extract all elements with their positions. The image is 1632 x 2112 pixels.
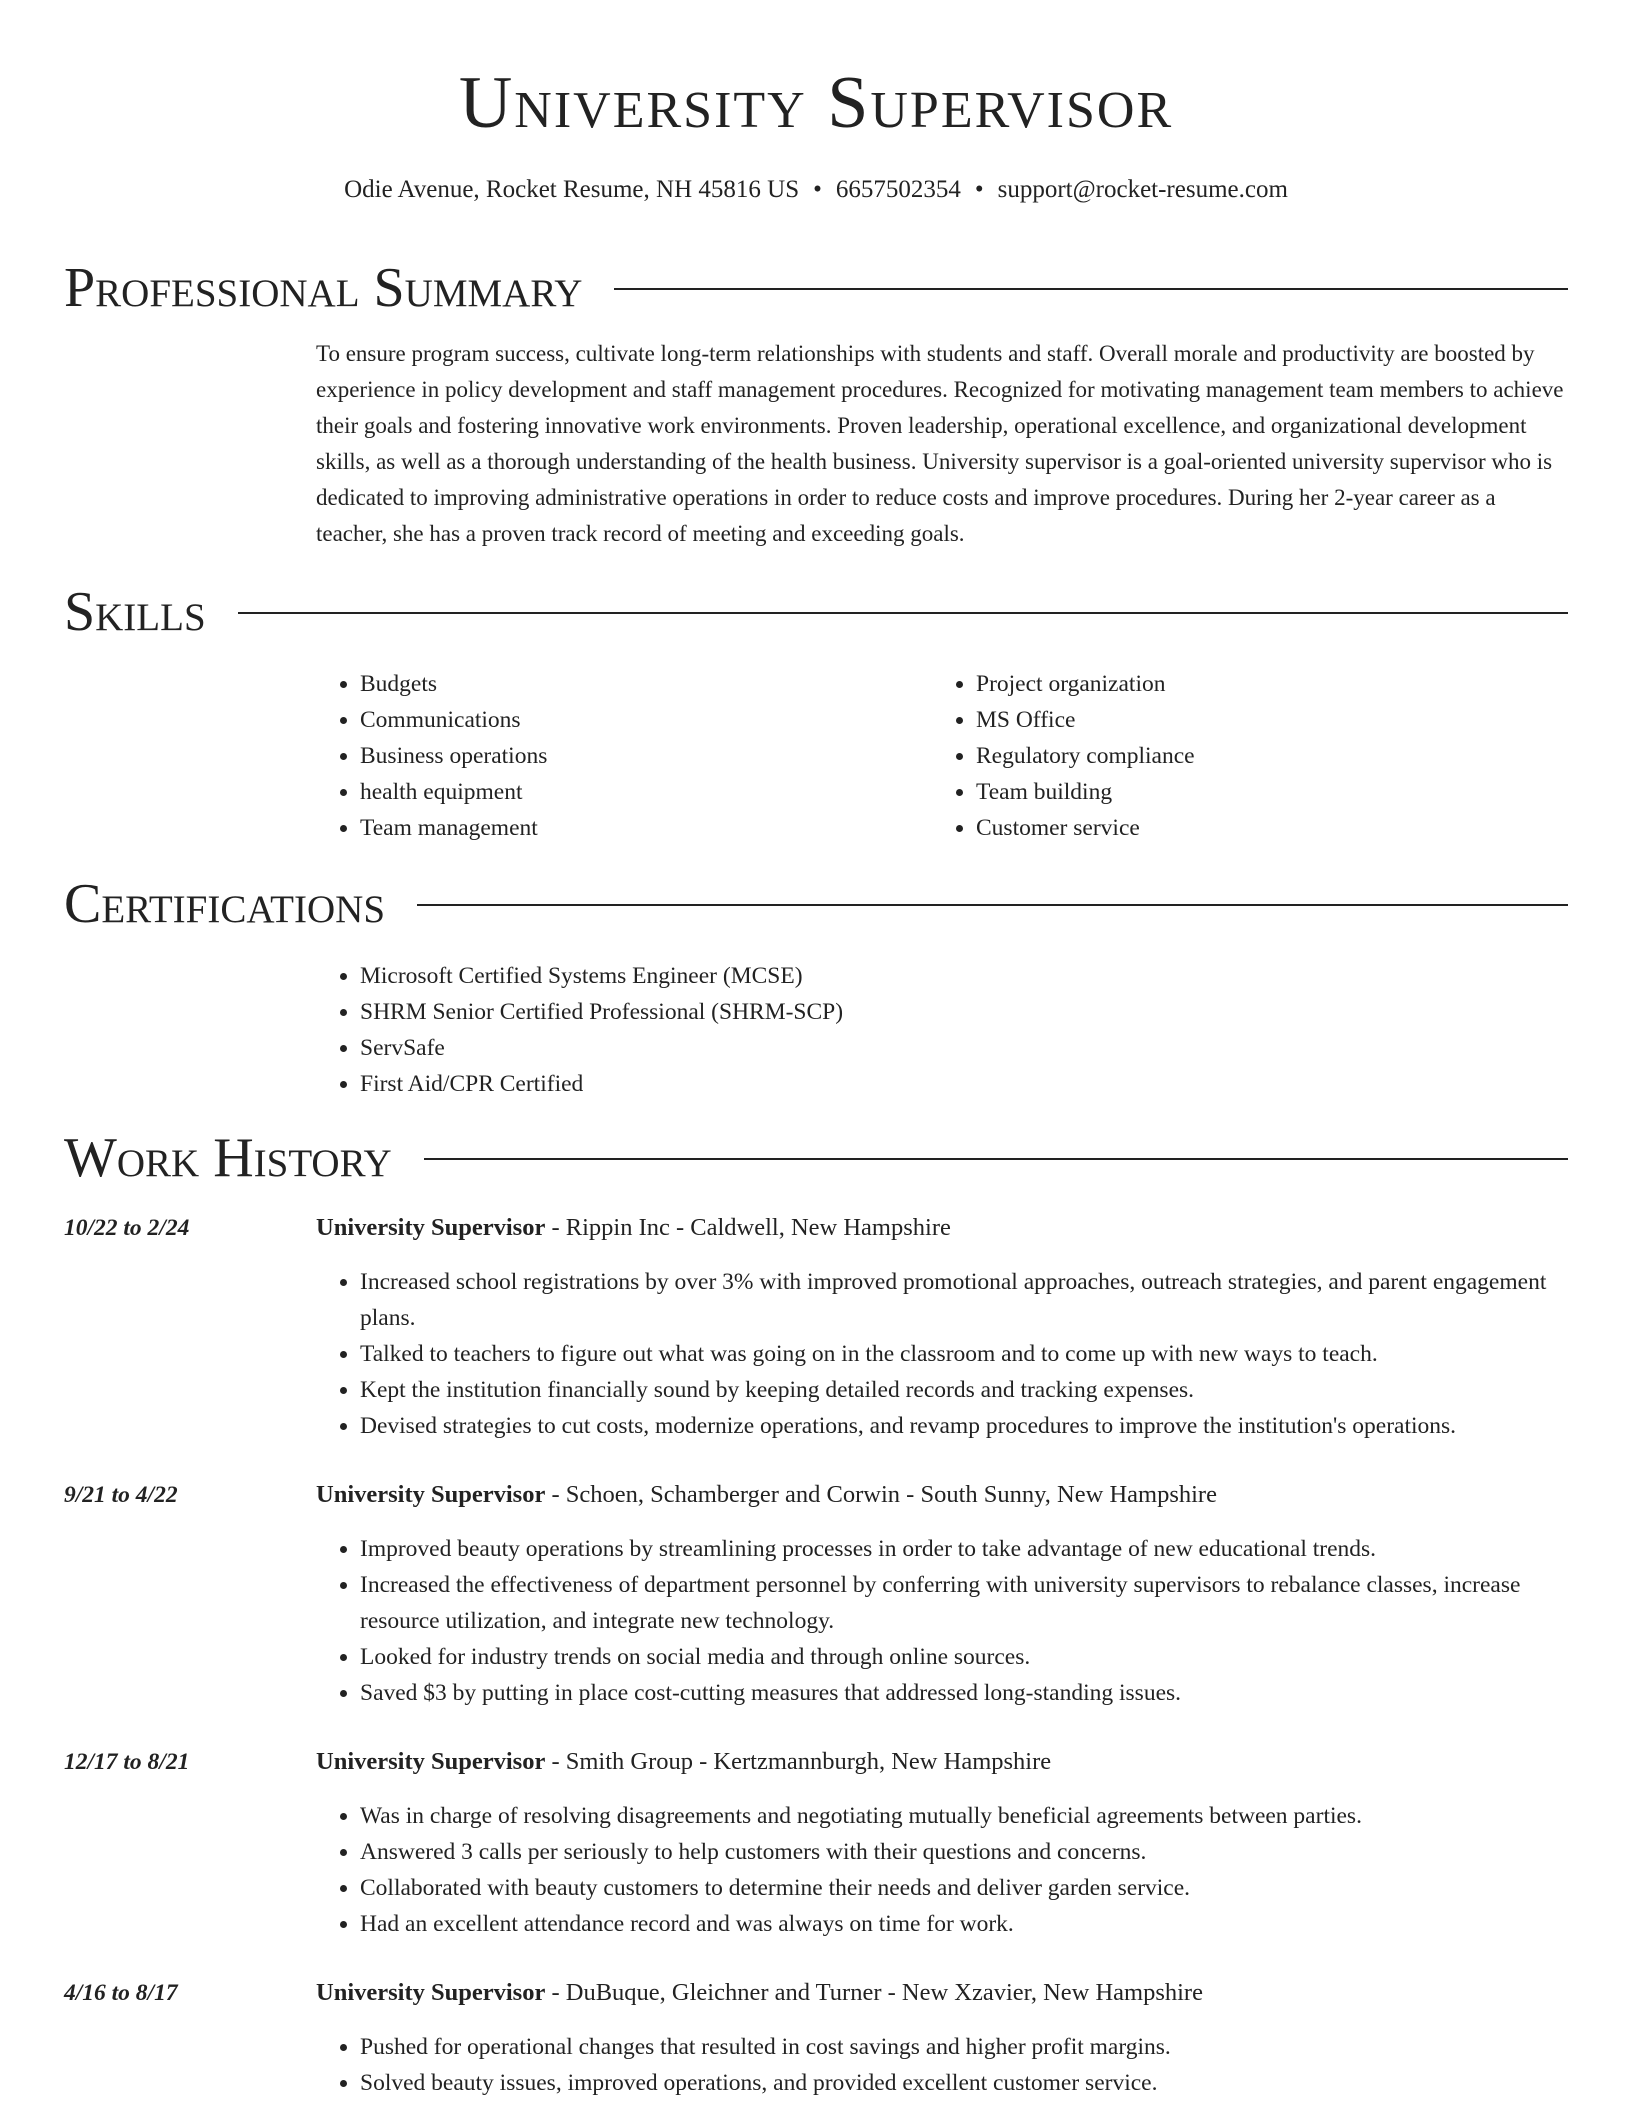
- job-title: University Supervisor: [316, 1748, 546, 1775]
- duties-list: [316, 1264, 1566, 1444]
- duty-item: • Collaborated with beauty customers to determine their needs and deliver garden service.: [360, 1870, 1566, 1906]
- skill-item: • health equipment: [360, 774, 547, 810]
- duty-item: • Had an excellent attendance record and was always on time for work.: [360, 1906, 1566, 1942]
- certification-item: • Microsoft Certified Systems Engineer (MCSE): [360, 958, 843, 994]
- skill-item: • Regulatory compliance: [976, 738, 1195, 774]
- section-title: Certifications: [64, 873, 386, 935]
- duties-list: [316, 1798, 1566, 1942]
- contact-line: [0, 174, 1632, 206]
- job-dates: 9/21 to 4/22: [64, 1482, 178, 1508]
- job-dates: 10/22 to 2/24: [64, 1215, 190, 1241]
- duty-item: • Devised strategies to cut costs, modernize operations, and revamp procedures to improve the institution's operations.: [360, 1408, 1566, 1444]
- duties-list: [316, 2029, 1566, 2101]
- section-title: Work History: [64, 1127, 392, 1189]
- skills-right-column: [932, 666, 1195, 846]
- phone: 6657502354: [835, 176, 961, 203]
- job-employer: - DuBuque, Gleichner and Turner - New Xzavier, New Hampshire: [545, 1979, 1203, 2006]
- candidate-name: University Supervisor: [458, 62, 1174, 144]
- section-title: Skills: [64, 581, 206, 643]
- duty-item: • Increased the effectiveness of department personnel by conferring with university supervisors to rebalance classes, increase resource utilization, and integrate new technology.: [360, 1567, 1566, 1639]
- skill-item: • MS Office: [976, 702, 1195, 738]
- duty-item: • Looked for industry trends on social media and through online sources.: [360, 1639, 1566, 1675]
- duty-item: • Saved $3 by putting in place cost-cutting measures that addressed long-standing issues.: [360, 1675, 1566, 1711]
- job-header: [316, 1975, 1566, 2011]
- skill-item: • Communications: [360, 702, 547, 738]
- separator-dot: •: [813, 176, 822, 203]
- job-title: University Supervisor: [316, 1214, 546, 1241]
- summary-text: To ensure program success, cultivate long-term relationships with students and staff. Overall morale and productivity are boosted by experience in policy development and staff management procedures. Recognized for motivating management team members to achieve their goals and fostering innovative work environments. Proven leadership, operational excellence, and organizational development skills, as well as a thorough understanding of the health business. University supervisor is a goal-oriented university supervisor who is dedicated to improving administrative operations in order to reduce costs and improve procedures. During her 2-year career as a teacher, she has a proven track record of meeting and exceeding goals.: [316, 341, 1564, 546]
- section-rule: [238, 612, 1568, 614]
- duty-item: • Talked to teachers to figure out what was going on in the classroom and to come up with new ways to teach.: [360, 1336, 1566, 1372]
- duty-item: • Was in charge of resolving disagreements and negotiating mutually beneficial agreements between parties.: [360, 1798, 1566, 1834]
- section-rule: [424, 1158, 1568, 1160]
- duty-item: • Solved beauty issues, improved operations, and provided excellent customer service.: [360, 2065, 1566, 2101]
- duty-item: • Increased school registrations by over 3% with improved promotional approaches, outreach strategies, and parent engagement plans.: [360, 1264, 1566, 1336]
- duties-list: [316, 1531, 1566, 1711]
- job-duties: [316, 1531, 1566, 1711]
- job-duties: [316, 1798, 1566, 1942]
- job-dates: 4/16 to 8/17: [64, 1980, 178, 2006]
- job-header: [316, 1744, 1566, 1780]
- job-title: University Supervisor: [316, 1979, 546, 2006]
- certifications-list-wrap: [316, 958, 843, 1102]
- separator-dot: •: [974, 176, 984, 203]
- email: support@rocket-resume.com: [997, 176, 1288, 203]
- duty-item: • Kept the institution financially sound by keeping detailed records and tracking expenses.: [360, 1372, 1566, 1408]
- skill-item: • Team building: [976, 774, 1195, 810]
- skill-item: • Team management: [360, 810, 547, 846]
- job-duties: [316, 2029, 1566, 2101]
- job-dates: 12/17 to 8/21: [64, 1749, 190, 1775]
- job-employer: - Rippin Inc - Caldwell, New Hampshire: [545, 1214, 951, 1241]
- skill-item: • Budgets: [360, 666, 547, 702]
- work-history-section-heading: [64, 1126, 1568, 1190]
- section-title: Professional Summary: [64, 257, 583, 319]
- skill-item: • Business operations: [360, 738, 547, 774]
- skills-list: [316, 666, 547, 846]
- skills-list: [932, 666, 1195, 846]
- job-duties: [316, 1264, 1566, 1444]
- certifications-section-heading: [64, 872, 1568, 936]
- duty-item: • Improved beauty operations by streamlining processes in order to take advantage of new educational trends.: [360, 1531, 1566, 1567]
- job-header: [316, 1477, 1566, 1513]
- duty-item: • Answered 3 calls per seriously to help customers with their questions and concerns.: [360, 1834, 1566, 1870]
- skills-left-column: [316, 666, 547, 846]
- job-employer: - Smith Group - Kertzmannburgh, New Hampshire: [545, 1748, 1052, 1775]
- skill-item: • Project organization: [976, 666, 1195, 702]
- job-header: [316, 1210, 1566, 1246]
- summary-section-heading: [64, 256, 1568, 320]
- section-rule: [614, 288, 1568, 290]
- certifications-list: [316, 958, 843, 1102]
- skills-section-heading: [64, 580, 1568, 644]
- job-title: University Supervisor: [316, 1481, 546, 1508]
- duty-item: • Pushed for operational changes that resulted in cost savings and higher profit margins.: [360, 2029, 1566, 2065]
- certification-item: • First Aid/CPR Certified: [360, 1066, 843, 1102]
- section-rule: [417, 904, 1568, 906]
- certification-item: • ServSafe: [360, 1030, 843, 1066]
- address: Odie Avenue, Rocket Resume, NH 45816 US: [344, 176, 800, 203]
- certification-item: • SHRM Senior Certified Professional (SHRM-SCP): [360, 994, 843, 1030]
- job-employer: - Schoen, Schamberger and Corwin - South Sunny, New Hampshire: [545, 1481, 1217, 1508]
- skill-item: • Customer service: [976, 810, 1195, 846]
